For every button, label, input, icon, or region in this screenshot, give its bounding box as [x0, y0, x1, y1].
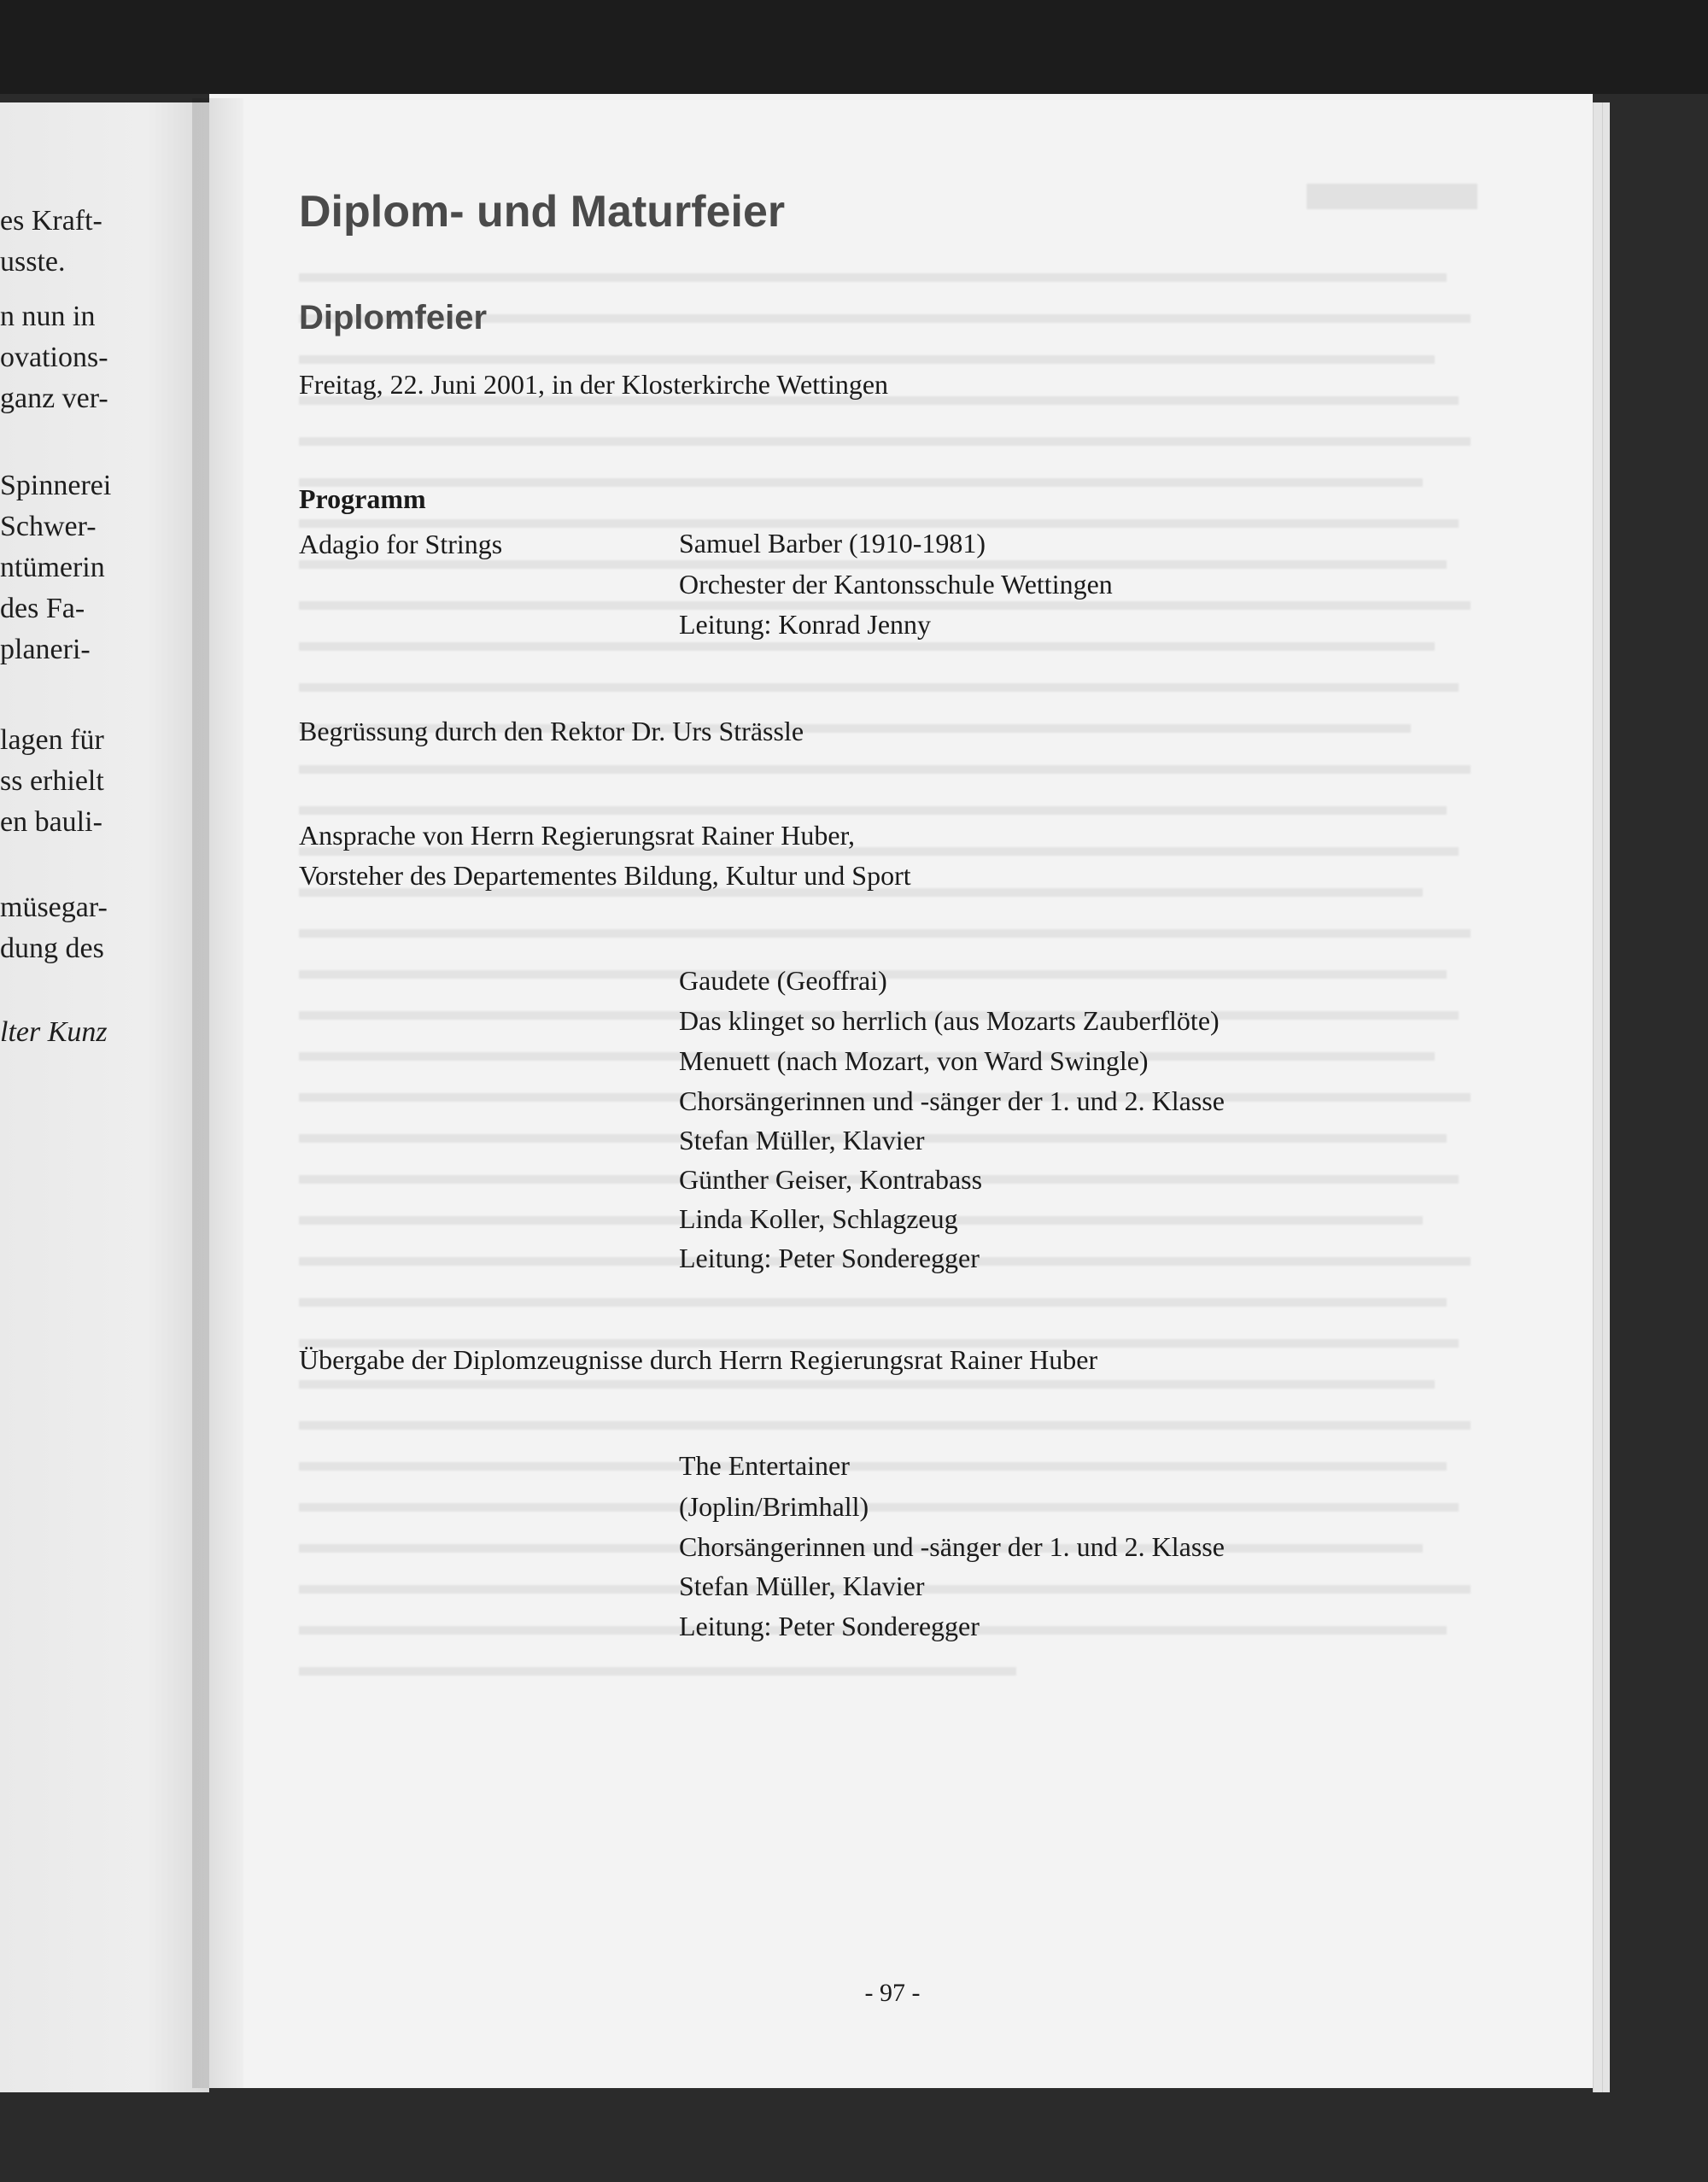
program-detail-line: Leitung: Konrad Jenny: [679, 609, 932, 640]
greeting-line: Begrüssung durch den Rektor Dr. Urs Strässle: [299, 716, 804, 746]
left-page-line: planeri-: [0, 634, 91, 665]
speech-line: Ansprache von Herrn Regierungsrat Rainer Huber,: [299, 820, 855, 851]
book-gutter-shadow: [192, 98, 243, 2088]
choir-program-line: Chorsängerinnen und -sänger der 1. und 2. Klasse: [679, 1085, 1225, 1116]
left-page-line: lagen für: [0, 724, 104, 756]
program-label: Programm: [299, 483, 426, 514]
page-edge: [1602, 102, 1610, 2092]
choir-program-line: Menuett (nach Mozart, von Ward Swingle): [679, 1045, 1149, 1076]
left-page-line: n nun in: [0, 301, 96, 332]
program-piece-title: Adagio for Strings: [299, 529, 503, 559]
left-page-line: ss erhielt: [0, 765, 104, 797]
left-page-line: ovations-: [0, 342, 108, 373]
scan-background-top: [0, 0, 1708, 94]
left-page-line: usste.: [0, 246, 66, 278]
page-edge: [1593, 102, 1602, 2092]
program-detail-line: Orchester der Kantonsschule Wettingen: [679, 569, 1113, 600]
left-page-line: Spinnerei: [0, 470, 112, 501]
left-page-line: Schwer-: [0, 511, 97, 542]
choir-program-line: Stefan Müller, Klavier: [679, 1125, 925, 1155]
left-page-line: dung des: [0, 933, 104, 964]
choir-program-line: Das klinget so herrlich (aus Mozarts Zauberflöte): [679, 1005, 1220, 1036]
choir-program-line: Linda Koller, Schlagzeug: [679, 1203, 958, 1234]
choir-program-line: Leitung: Peter Sonderegger: [679, 1611, 980, 1641]
page-title: Diplom- und Maturfeier: [299, 187, 786, 237]
handover-line: Übergabe der Diplomzeugnisse durch Herrn Regierungsrat Rainer Huber: [299, 1344, 1098, 1375]
left-page-line: müsegar-: [0, 892, 108, 923]
choir-program-line: Leitung: Peter Sonderegger: [679, 1243, 980, 1273]
choir-program-line: Günther Geiser, Kontrabass: [679, 1164, 983, 1195]
left-page-line: des Fa-: [0, 593, 85, 624]
choir-program-line: Gaudete (Geoffrai): [679, 965, 887, 996]
page-number: - 97 -: [864, 1979, 921, 2007]
section-heading: Diplomfeier: [299, 299, 488, 336]
choir-program-line: Stefan Müller, Klavier: [679, 1571, 925, 1601]
choir-program-line: (Joplin/Brimhall): [679, 1491, 869, 1522]
event-date-line: Freitag, 22. Juni 2001, in der Klosterkirche Wettingen: [299, 369, 889, 400]
speech-line: Vorsteher des Departementes Bildung, Kultur und Sport: [299, 860, 911, 891]
program-detail-line: Samuel Barber (1910-1981): [679, 528, 986, 559]
left-page-line: ganz ver-: [0, 383, 108, 414]
left-page-line: ntümerin: [0, 552, 105, 583]
choir-program-line: The Entertainer: [679, 1450, 850, 1481]
left-page: [0, 102, 209, 2092]
left-page-line: en bauli-: [0, 806, 102, 838]
left-page-line: es Kraft-: [0, 205, 102, 237]
choir-program-line: Chorsängerinnen und -sänger der 1. und 2. Klasse: [679, 1531, 1225, 1562]
left-page-author: lter Kunz: [0, 1016, 108, 1048]
